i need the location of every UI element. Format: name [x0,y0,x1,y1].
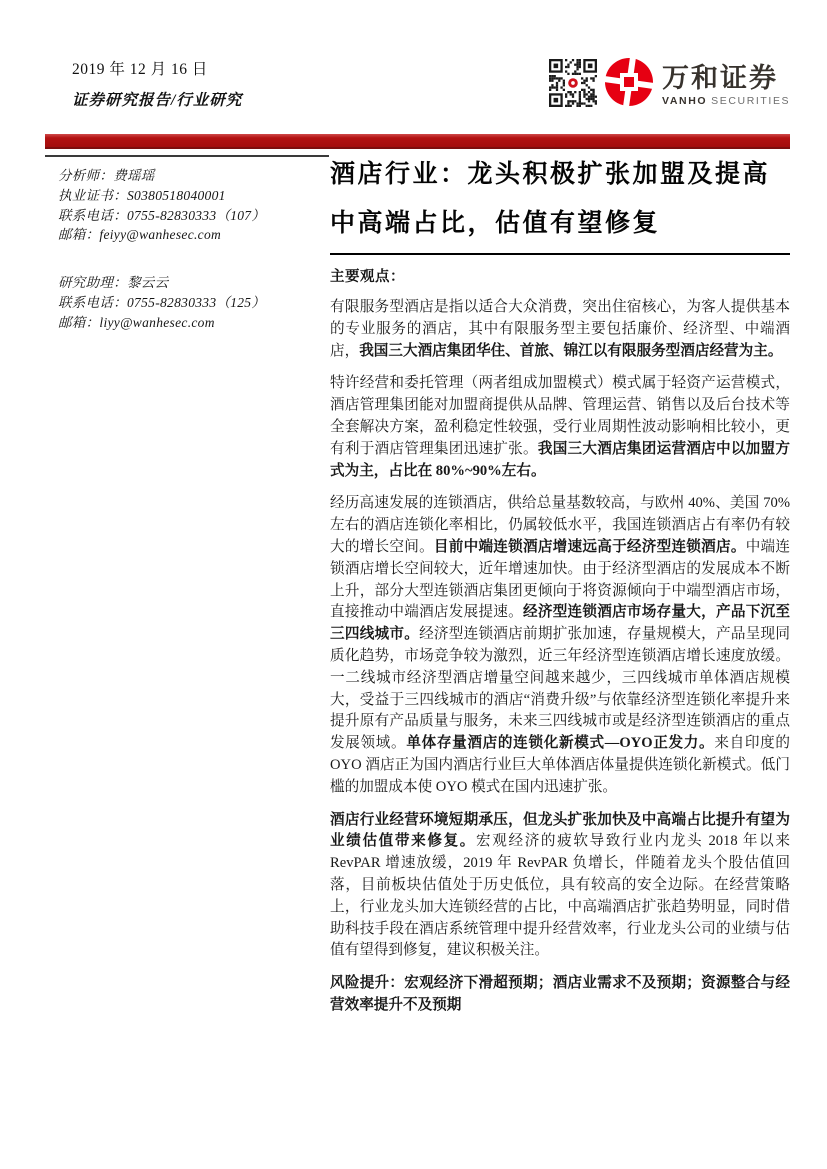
paragraph-limited-service-hotels: 有限服务型酒店是指以适合大众消费，突出住宿核心，为客人提供基本的专业服务的酒店，其中有限服务型主要包括廉价、经济型、中端酒店，我国三大酒店集团华住、首旅、锦江以有限服务型酒店经营为主。 [330,299,790,359]
red-divider-band [45,134,790,149]
assistant-phone: 联系电话：0755-82830333（125） [58,294,266,310]
assistant-email: 邮箱：liyy@wanhesec.com [58,314,215,330]
analyst-phone: 联系电话：0755-82830333（107） [58,207,266,223]
report-title-line2: 中高端占比，估值有望修复 [330,210,661,237]
brand-name-en-bold: VANHO [662,95,708,107]
paragraph-valuation-recovery: 酒店行业经营环境短期承压，但龙头扩张加快及中高端占比提升有望为业绩估值带来修复。宏观经济的疲软导致行业内龙头 2018 年以来 RevPAR 增速放缓，2019 年 RevPAR 负增长，伴随着龙头个股估值回落，目前板块估值处于历史低位，具有较高的安全边际。在经营策略上，行业龙头加大连锁经营的占比，中高端酒店扩张趋势明显，同时借助科技手段在酒店系统管理中提升经营效率，行业龙头公司的业绩与估值有望得到修复，建议积极关注。 [330,811,790,959]
brand-name-cn: 万和证券 [662,63,778,93]
paragraph-risk-warning: 风险提升：宏观经济下滑超预期；酒店业需求不及预期；资源整合与经营效率提升不及预期 [330,975,790,1013]
report-title-line1: 酒店行业：龙头积极扩张加盟及提高 [330,161,771,188]
report-date: 2019 年 12 月 16 日 [72,61,208,78]
analyst-email: 邮箱：feiyy@wanhesec.com [58,227,222,243]
report-title [330,150,790,255]
assistant-name: 研究助理：黎云云 [58,275,169,291]
analyst-license: 执业证书：S0380518040001 [58,187,226,203]
brand-text [662,64,790,107]
brand-block [549,56,790,108]
main-content [330,150,790,1017]
analyst-name: 分析师：费瑶瑶 [58,168,155,183]
report-category: 证券研究报告/行业研究 [72,92,243,109]
qr-code-icon [549,59,597,107]
section-heading: 主要观点： [330,269,405,285]
paragraph-franchise-model: 特许经营和委托管理（两者组成加盟模式）模式属于轻资产运营模式，酒店管理集团能对加盟商提供从品牌、管理运营、销售以及后台技术等全套解决方案，盈利稳定性较强，受行业周期性波动影响相比较小，更有利于酒店管理集团迅速扩张。我国三大酒店集团运营酒店中以加盟方式为主，占比在 80%~90%左右。 [330,375,790,479]
brand-name-en-light: SECURITIES [711,95,791,107]
header [72,57,242,110]
analyst-info [58,166,329,245]
analyst-sidebar [45,155,329,333]
vanho-logo-icon [603,56,655,108]
paragraph-chain-hotel-market: 经历高速发展的连锁酒店，供给总量基数较高，与欧州 40%、美国 70%左右的酒店连锁化率相比，仍属较低水平，我国连锁酒店占有率仍有较大的增长空间。目前中端连锁酒店增速远高于经济型连锁酒店。中端连锁酒店增长空间较大，近年增速加快。由于经济型酒店的发展成本不断上升，部分大型连锁酒店集团更倾向于将资源倾向于中端型酒店市场，直接推动中端酒店发展提速。经济型连锁酒店市场存量大，产品下沉至三四线城市。经济型连锁酒店前期扩张加速，存量规模大，产品呈现同质化趋势，市场竞争较为激烈，近三年经济型连锁酒店增长速度放缓。一二线城市经济型酒店增量空间越来越少，三四线城市单体酒店规模大，受益于三四线城市的酒店“消费升级”与依靠经济型连锁化率提升来提升原有产品质量与服务，未来三四线城市或是经济型连锁酒店的重点发展领域。单体存量酒店的连锁化新模式—OYO正发力。来自印度的 OYO 酒店正为国内酒店行业巨大单体酒店体量提供连锁化新模式。低门槛的加盟成本使 OYO 模式在国内迅速扩张。 [330,495,790,795]
assistant-info [58,273,329,332]
brand-name-en [662,95,790,107]
